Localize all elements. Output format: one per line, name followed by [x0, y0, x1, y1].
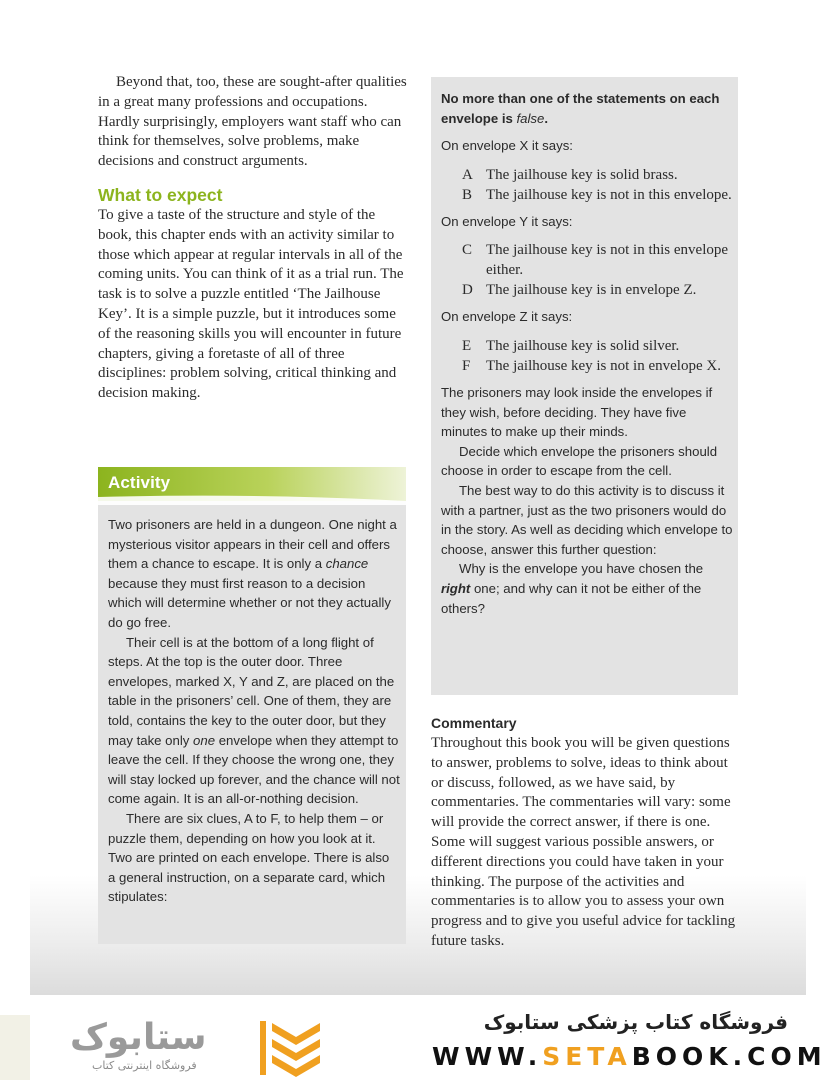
- activity-paragraph-3: There are six clues, A to F, to help them – or puzzle them, depending on how you look at it. Two are printed on each envelope. There is also a general instruction, on a separate card, which stipulates:: [108, 810, 390, 905]
- envelope-z-options: [462, 336, 736, 376]
- envelope-x-options: [462, 165, 736, 205]
- best-way-paragraph: The best way to do this activity is to discuss it with a partner, just as the two prisoners would do in the story. As well as deciding which envelope to choose, answer this further question:: [441, 482, 733, 557]
- commentary-heading: Commentary: [431, 715, 517, 731]
- activity-banner: [98, 467, 406, 505]
- activity-paragraph-1: Two prisoners are held in a dungeon. One night a mysterious visitor appears in their cell and offers them a chance to escape. It is only a chance because they must first reason to a decision which will determine whether or not they actually do go free.: [108, 517, 397, 630]
- commentary-text: Throughout this book you will be given questions to answer, problems to solve, ideas to think about or discuss, followed, as we have said, by commentaries. The commentaries will vary: some will provide the correct answer, if there is one. Some will suggest various possible answers, or different directions you could have taken in your thinking. The purpose of the activities and commentaries is to allow you to assess your own progress and to give you useful advice for tackling future tasks.: [431, 735, 736, 949]
- chevron-logo-icon: [260, 1019, 326, 1077]
- what-to-expect-heading: What to expect: [98, 184, 223, 205]
- commentary-section: [431, 714, 741, 952]
- option-b: B The jailhouse key is not in this envelope.: [462, 186, 732, 203]
- activity-paragraph-2: Their cell is at the bottom of a long flight of steps. At the top is the outer door. Three envelopes, marked X, Y and Z, are placed on the table in the prisoners’ cell. One of them, they are told, contains the key to the outer door, but they may take only one envelope when they attempt to leave the cell. If they choose the wrong one, they will stay locked up forever, and the chance will not come again. It is an all-or-nothing decision.: [108, 634, 400, 807]
- left-column: [98, 73, 410, 404]
- puzzle-box: [431, 77, 738, 695]
- option-c: C The jailhouse key is not in this envelope either.: [462, 242, 729, 279]
- option-d: D The jailhouse key is in envelope Z.: [462, 282, 697, 299]
- envelope-y-label: On envelope Y it says:: [441, 213, 573, 229]
- activity-title: Activity: [108, 473, 171, 492]
- activity-box: [98, 467, 406, 944]
- setabook-logo[interactable]: [62, 1017, 332, 1077]
- further-question: Why is the envelope you have chosen the right one; and why can it not be either of the others?: [441, 561, 704, 616]
- shop-title: فروشگاه کتاب پزشکی ستابوک: [483, 1010, 788, 1034]
- look-paragraph: The prisoners may look inside the envelopes if they wish, before deciding. They have five minutes to make up their minds.: [441, 384, 713, 440]
- option-e: E The jailhouse key is solid silver.: [462, 337, 680, 354]
- envelope-z-label: On envelope Z it says:: [441, 309, 573, 325]
- envelope-y-options: [462, 240, 736, 300]
- logo-wordmark: ستابوک: [70, 1017, 207, 1058]
- logo-subtitle: فروشگاه اینترنتی کتاب: [92, 1059, 197, 1072]
- decide-paragraph: Decide which envelope the prisoners should choose in order to escape from the cell.: [441, 443, 718, 479]
- puzzle-content: [441, 89, 736, 618]
- option-a: A The jailhouse key is solid brass.: [462, 166, 678, 183]
- intro-paragraph: Beyond that, too, these are sought-after qualities in a great many professions and occupations. Hardly surprisingly, employers want staff who can think for themselves, solve problems, make decisions and construct arguments.: [98, 74, 407, 170]
- envelope-x-label: On envelope X it says:: [441, 138, 573, 154]
- footer-strip: [0, 1015, 30, 1080]
- puzzle-rule: No more than one of the statements on each envelope is false.: [441, 91, 720, 126]
- shop-url[interactable]: WWW.SETABOOK.COM: [432, 1042, 827, 1071]
- what-to-expect-paragraph: To give a taste of the structure and style of the book, this chapter ends with an activity similar to those which appear at regular intervals in all of the coming units. You can think of it as a trial run. The task is to solve a puzzle entitled ‘The Jailhouse Key’. It is a simple puzzle, but it introduces some of the reasoning skills you will encounter in future chapters, giving a foretaste of all of three disciplines: problem solving, critical thinking and decision making.: [98, 206, 404, 402]
- option-f: F The jailhouse key is not in envelope X.: [462, 357, 721, 374]
- activity-text: [108, 515, 400, 907]
